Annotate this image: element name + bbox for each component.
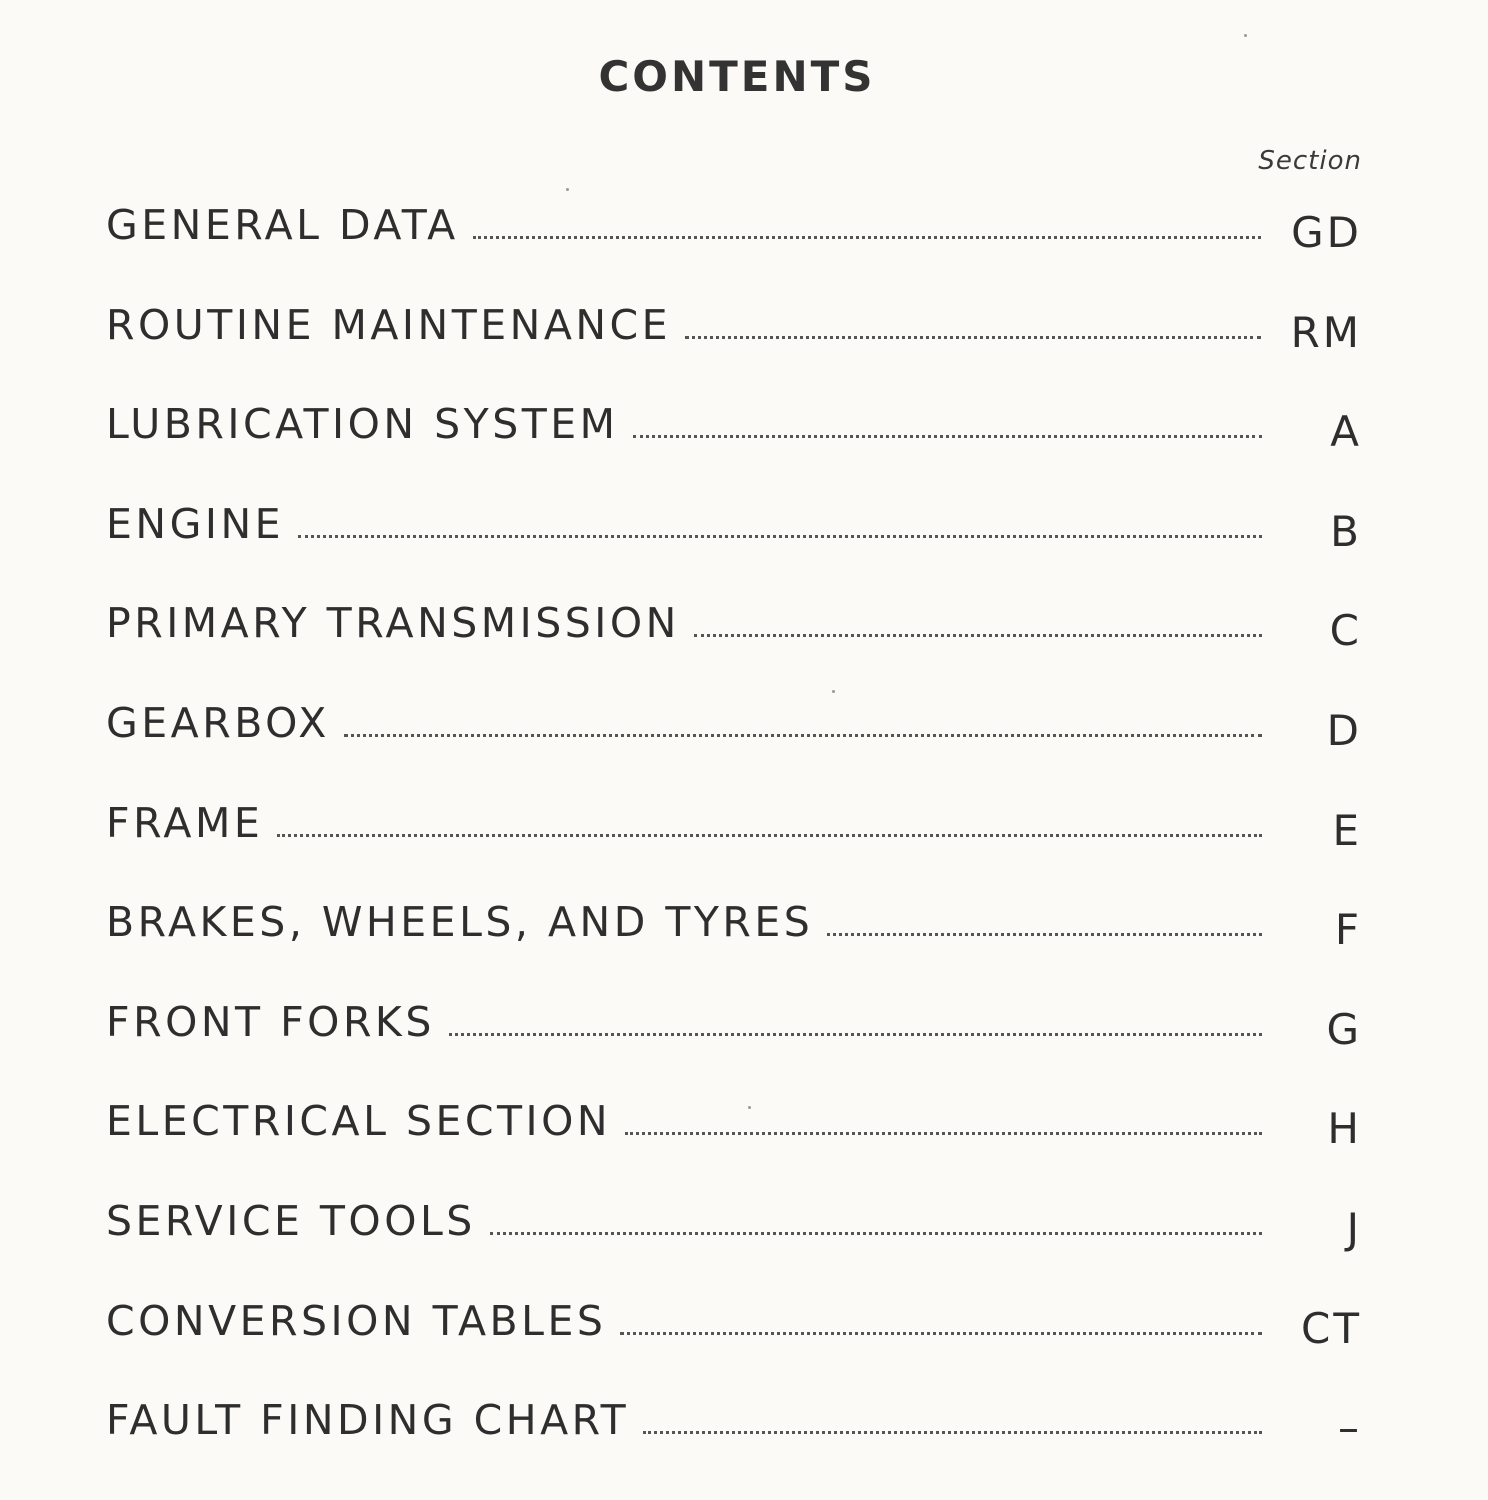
dot-leader [643, 1431, 1262, 1434]
dot-leader [694, 634, 1262, 637]
dot-leader [277, 834, 1262, 837]
toc-entry-conversion-tables [106, 1296, 1362, 1396]
toc-entry-primary-transmission [106, 598, 1362, 698]
dot-leader [490, 1232, 1262, 1235]
toc-entry-section-code: J [1346, 1203, 1362, 1253]
toc-entry-routine-maintenance [106, 300, 1362, 400]
toc-entry-name: FRAME [106, 798, 264, 847]
paper-speck [566, 188, 569, 191]
toc-entry-section-code: G [1326, 1004, 1362, 1054]
dot-leader [633, 435, 1262, 438]
paper-speck [1244, 34, 1247, 37]
toc-entry-section-code: C [1329, 606, 1362, 656]
dot-leader [625, 1132, 1262, 1135]
toc-entry-name: GEARBOX [106, 698, 330, 747]
dot-leader [685, 336, 1261, 339]
dot-leader [298, 535, 1262, 538]
paper-speck [748, 1106, 751, 1109]
paper-speck [832, 690, 835, 693]
toc-entry-general-data [106, 200, 1362, 300]
toc-entry-name: SERVICE TOOLS [106, 1196, 476, 1245]
toc-entry-section-code: D [1326, 705, 1362, 755]
toc-entry-name: ENGINE [106, 499, 285, 548]
section-column-label: Section [1258, 146, 1362, 176]
dot-leader [344, 734, 1262, 737]
toc-entry-name: CONVERSION TABLES [106, 1296, 607, 1345]
toc-entry-section-code: F [1334, 905, 1362, 955]
dot-leader [473, 236, 1261, 239]
dot-leader [449, 1033, 1262, 1036]
toc-entry-section-code: E [1332, 805, 1362, 855]
toc-entry-fault-finding-chart [106, 1395, 1362, 1495]
toc-entry-engine [106, 499, 1362, 599]
toc-entry-gearbox [106, 698, 1362, 798]
dot-leader [827, 933, 1262, 936]
toc-entry-section-code: CT [1301, 1303, 1362, 1353]
toc-entry-frame [106, 798, 1362, 898]
page-title: CONTENTS [598, 52, 876, 101]
toc-entry-name: ELECTRICAL SECTION [106, 1097, 612, 1146]
toc-entry-section-code: H [1327, 1104, 1362, 1154]
toc-entry-name: FRONT FORKS [106, 997, 435, 1046]
toc-entry-name: FAULT FINDING CHART [106, 1396, 630, 1445]
toc-entry-section-code: GD [1291, 208, 1362, 257]
toc-entry-service-tools [106, 1196, 1362, 1296]
toc-entry-section-code: B [1330, 506, 1362, 556]
toc-entry-name: ROUTINE MAINTENANCE [106, 300, 672, 349]
toc-entry-front-forks [106, 997, 1362, 1097]
toc-entry-section-code: A [1330, 407, 1362, 457]
toc-entry-name: PRIMARY TRANSMISSION [106, 599, 680, 648]
dot-leader [620, 1332, 1262, 1335]
toc-entry-lubrication-system [106, 399, 1362, 499]
toc-entry-section-code: – [1338, 1403, 1362, 1453]
toc-entry-name: BRAKES, WHEELS, AND TYRES [106, 898, 814, 947]
table-of-contents [106, 200, 1362, 1495]
toc-entry-electrical-section [106, 1096, 1362, 1196]
toc-entry-section-code: RM [1290, 307, 1362, 357]
toc-entry-name: GENERAL DATA [106, 201, 459, 249]
toc-entry-brakes-wheels-tyres [106, 897, 1362, 997]
toc-entry-name: LUBRICATION SYSTEM [106, 400, 619, 449]
